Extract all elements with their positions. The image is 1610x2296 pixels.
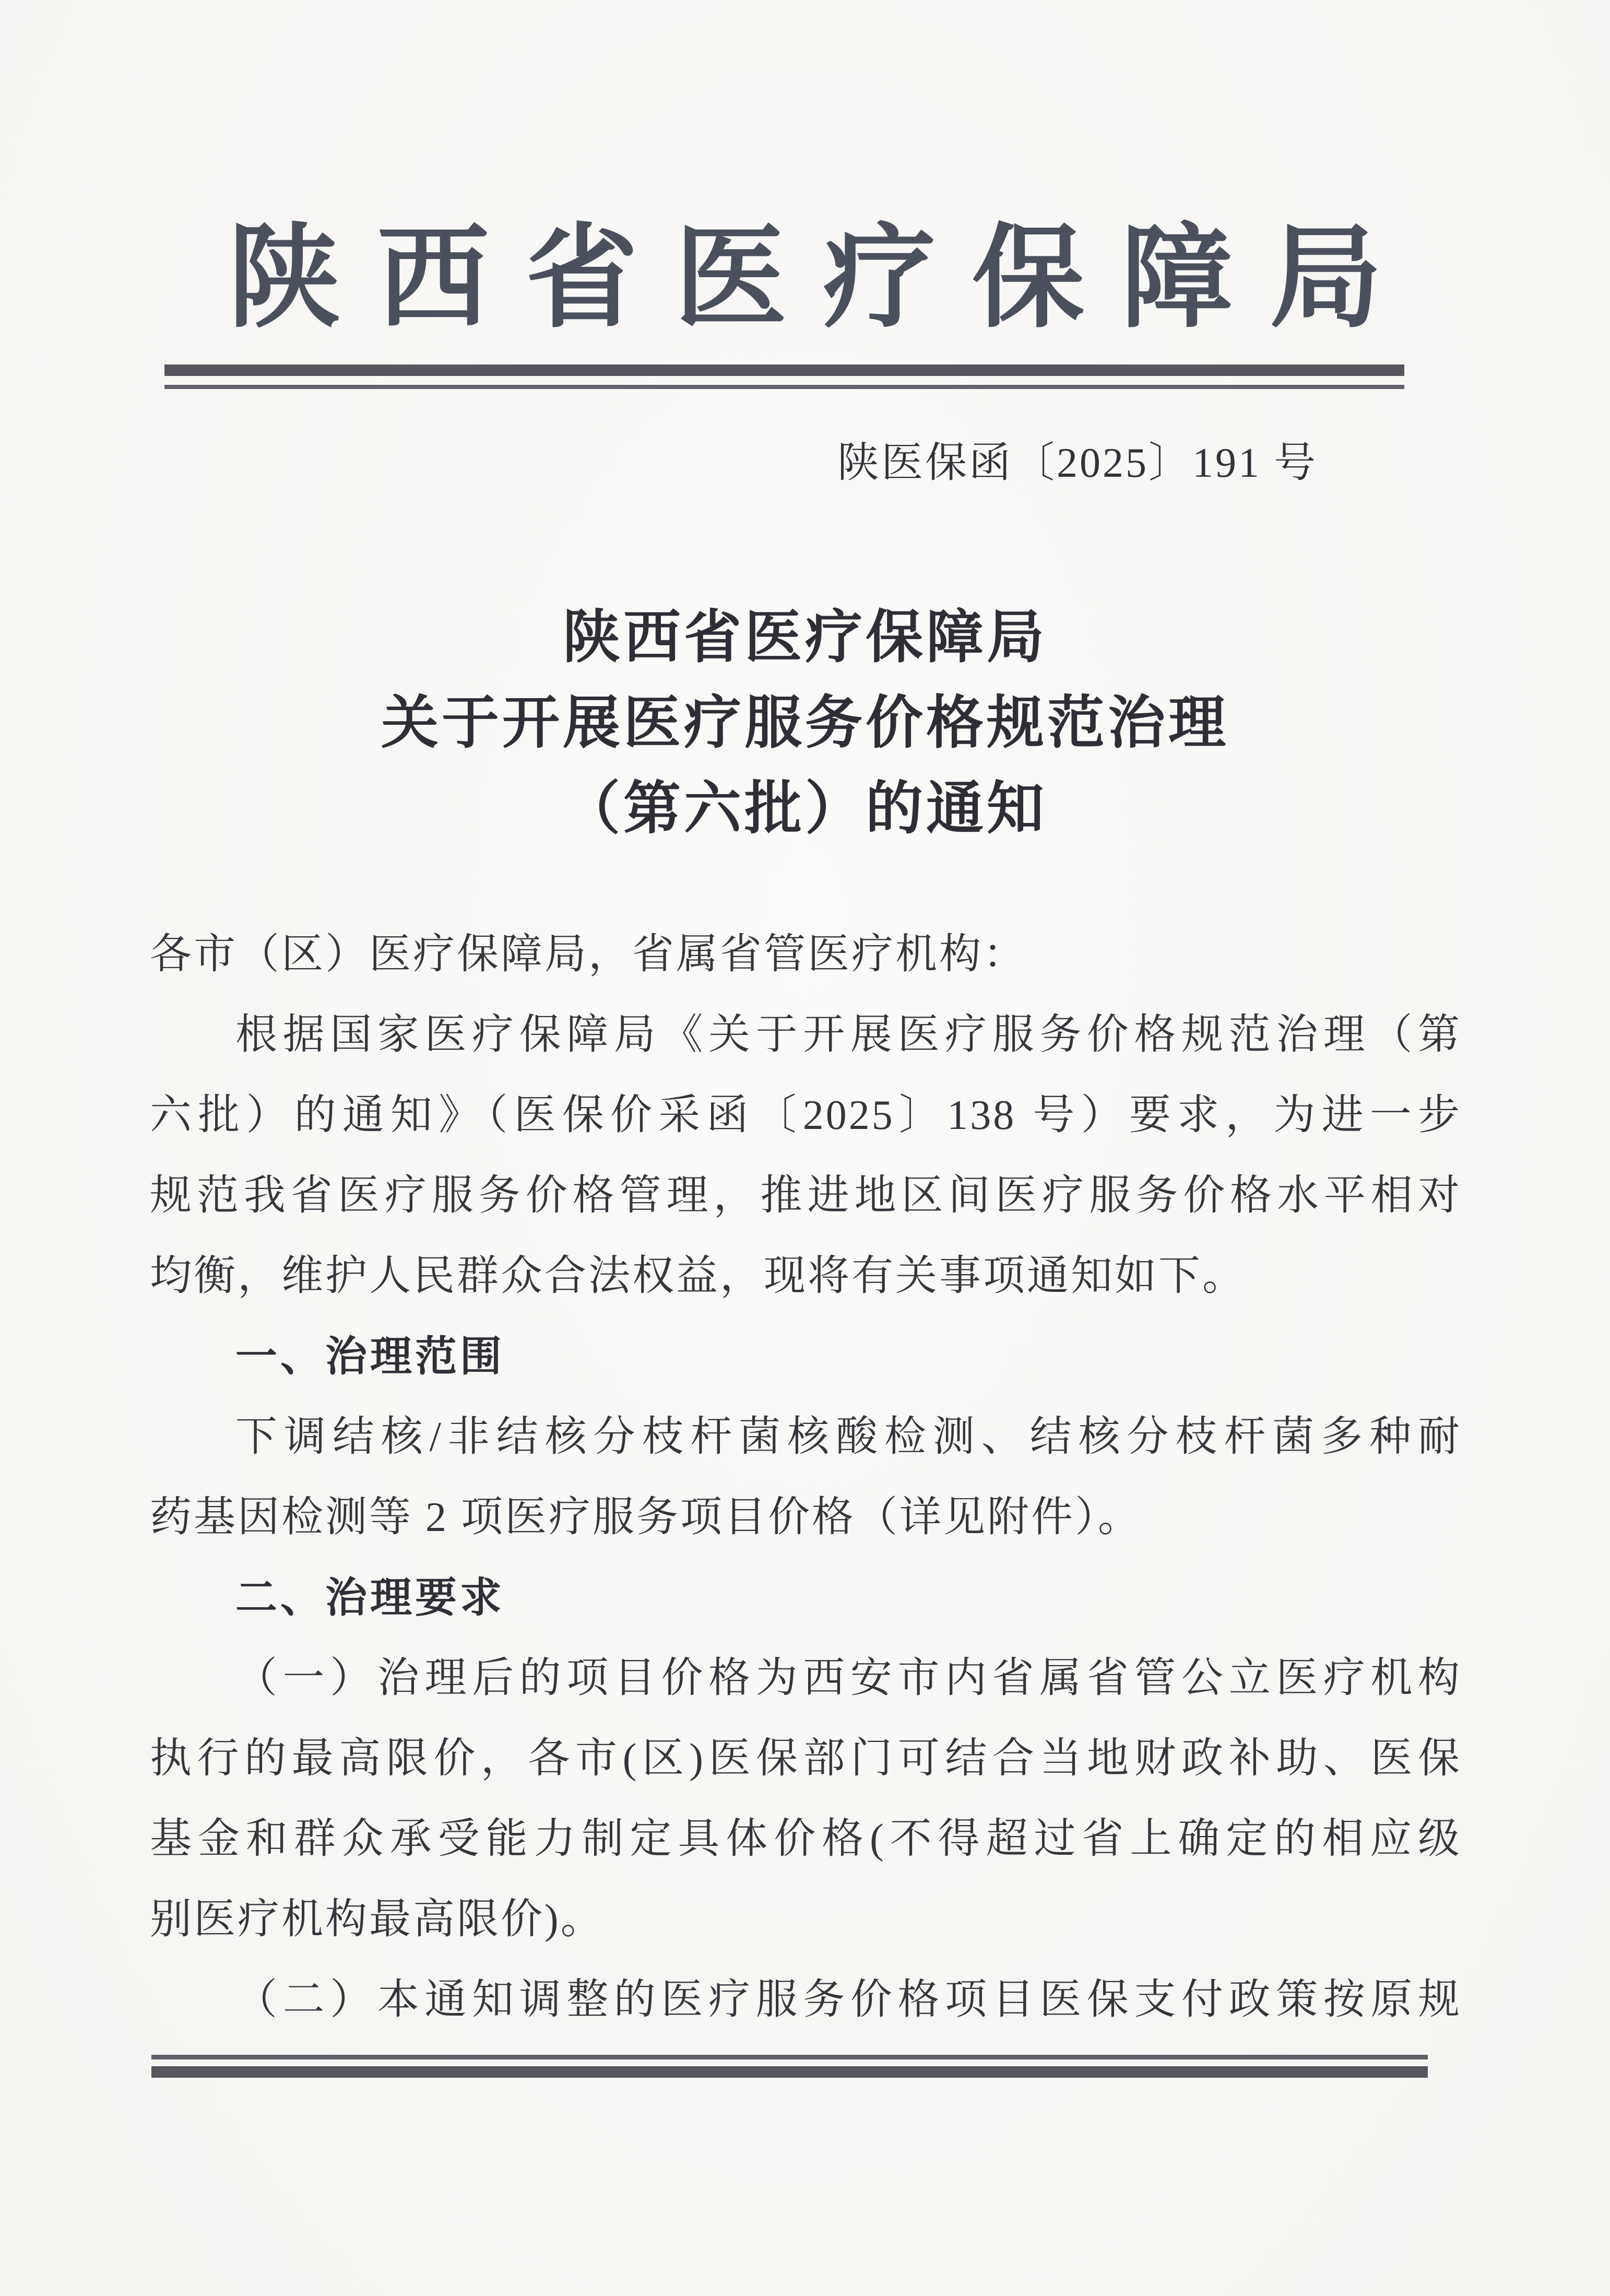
footer-rule-thick xyxy=(151,2066,1428,2078)
footer-rules xyxy=(151,2055,1428,2078)
body-line: 规范我省医疗服务价格管理，推进地区间医疗服务价格水平相对 xyxy=(150,1173,1462,1219)
body-line: （一）治理后的项目价格为西安市内省属省管公立医疗机构 xyxy=(235,1655,1462,1701)
section-heading: 一、治理范围 xyxy=(235,1333,505,1380)
document-title-line-1: 陕西省医疗保障局 xyxy=(563,606,1047,669)
body-paragraphs xyxy=(150,995,1462,2040)
section-heading: 二、治理要求 xyxy=(235,1574,505,1621)
header-rule-thin xyxy=(164,385,1404,389)
body-line: 均衡，维护人民群众合法权益，现将有关事项通知如下。 xyxy=(150,1253,1246,1299)
footer-rule-thin xyxy=(151,2055,1428,2059)
body-line: （二）本通知调整的医疗服务价格项目医保支付政策按原规 xyxy=(235,1977,1462,2023)
body-line: 根据国家医疗保障局《关于开展医疗服务价格规范治理（第 xyxy=(235,1012,1462,1058)
header-rule-thick xyxy=(164,364,1404,376)
document-title-line-3: （第六批）的通知 xyxy=(563,777,1047,841)
document-number: 陕医保函〔2025〕191 号 xyxy=(837,440,1318,486)
document-title-line-2: 关于开展医疗服务价格规范治理 xyxy=(381,691,1229,755)
body-line: 别医疗机构最高限价)。 xyxy=(150,1897,605,1942)
document-title xyxy=(0,595,1610,852)
body-line: 六批）的通知》（医保价采函〔2025〕138 号）要求，为进一步 xyxy=(150,1092,1462,1138)
body-line: 执行的最高限价，各市(区)医保部门可结合当地财政补助、医保 xyxy=(150,1736,1462,1782)
body-line: 药基因检测等 2 项医疗服务项目价格（详见附件）。 xyxy=(150,1494,1142,1540)
agency-masthead: 陕西省医疗保障局 xyxy=(228,216,1418,341)
salutation: 各市（区）医疗保障局，省属省管医疗机构： xyxy=(150,932,1027,978)
body-line: 下调结核/非结核分枝杆菌核酸检测、结核分枝杆菌多种耐 xyxy=(235,1414,1462,1460)
document-body xyxy=(150,914,1462,2040)
body-line: 基金和群众承受能力制定具体价格(不得超过省上确定的相应级 xyxy=(150,1816,1462,1862)
